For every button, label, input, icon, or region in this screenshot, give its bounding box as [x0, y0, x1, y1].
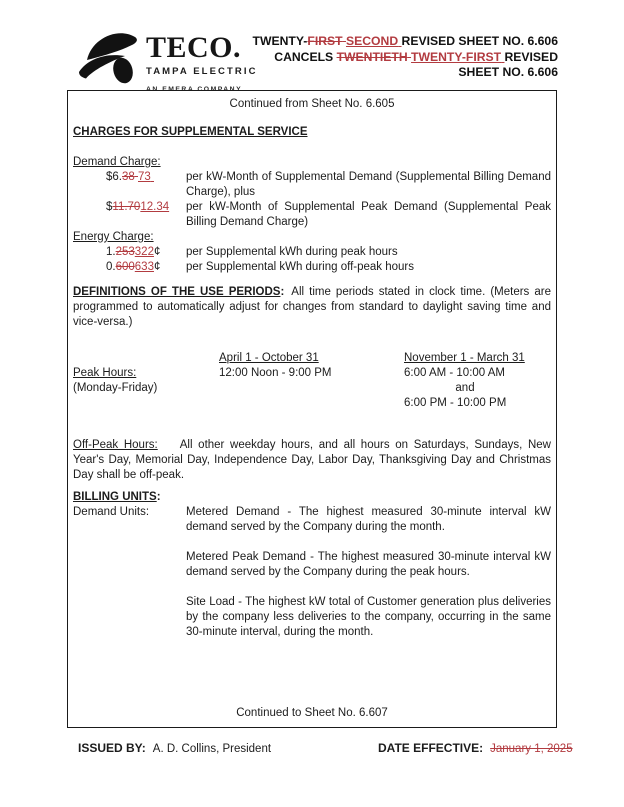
energy-charge-description-2: per Supplemental kWh during off-peak hours [186, 261, 415, 273]
sheet-number-line-3: SHEET NO. 6.606 [458, 65, 558, 79]
indent-spacer [73, 170, 106, 200]
issued-by-block [78, 741, 271, 757]
energy-charge-heading: Energy Charge: [73, 231, 154, 243]
inserted-rate: 322 [134, 246, 154, 258]
deleted-rate: 253 [115, 246, 135, 258]
off-peak-hours-body: All other weekday hours, and all hours on Saturdays, Sundays, New Year's Day, Memorial Day, Independence Day, Labor Day, Thanksgiving Day and Christmas Day shall be off-peak. [73, 439, 551, 481]
brand-name: TECO. [146, 31, 242, 64]
metered-demand-paragraph: Metered Demand - The highest measured 30-minute interval kW demand served by the Company during the month. [186, 506, 551, 533]
cancels-deleted-text: TWENTIETH [336, 49, 408, 64]
weekday-note-row [73, 381, 551, 396]
weekday-note: (Monday-Friday) [73, 382, 158, 394]
summer-period-header: April 1 - October 31 [219, 352, 319, 364]
metered-peak-demand-paragraph: Metered Peak Demand - The highest measured 30-minute interval kW demand served by the Company during the peak hours. [186, 551, 551, 578]
sheet-number-line-2 [228, 50, 558, 66]
energy-charge-value-1: 1.253322¢ [106, 246, 161, 258]
cancels-prefix: CANCELS [274, 49, 337, 64]
indent-spacer [73, 260, 106, 275]
demand-charge-row-2 [73, 200, 551, 230]
billing-units-heading: BILLING UNITS: [73, 491, 161, 503]
use-periods-header-row [73, 351, 551, 366]
date-effective-block [378, 741, 573, 757]
revision-suffix: REVISED SHEET NO. 6.606 [401, 34, 558, 48]
sheet-body [67, 90, 557, 728]
indent-spacer [73, 200, 106, 230]
demand-charge-value-2: $11.7012.34 [106, 201, 170, 213]
teco-logo-icon [78, 26, 142, 86]
winter-peak-hours-2: 6:00 PM - 10:00 PM [404, 397, 507, 409]
issued-by-value: A. D. Collins, President [152, 743, 272, 755]
deleted-rate: 38 [122, 171, 135, 183]
brand-company-line: AN EMERA COMPANY [146, 86, 243, 93]
demand-units-row [73, 505, 551, 535]
issued-by-label: ISSUED BY: [78, 741, 146, 755]
definitions-body: All time periods stated in clock time. (Meters are programmed to automatically adjust for changes from standard to daylight saving time and vice-versa.) [73, 286, 551, 328]
demand-charge-heading: Demand Charge: [73, 156, 161, 168]
sheet-number-line-1 [228, 34, 558, 50]
deleted-rate: 11.70 [112, 201, 141, 213]
use-periods-table [73, 351, 551, 411]
date-effective-value-deleted: January 1, 2025 [490, 743, 573, 755]
continued-to-note: Continued to Sheet No. 6.607 [236, 707, 388, 719]
continued-from-note: Continued from Sheet No. 6.605 [229, 98, 395, 110]
energy-charge-description-1: per Supplemental kWh during peak hours [186, 246, 398, 258]
off-peak-hours-paragraph [73, 438, 551, 483]
definitions-paragraph: DEFINITIONS OF THE USE PERIODS: All time periods stated in clock time. (Meters are programmed to automatically adjust for changes from standard to daylight saving time and vice-versa.) [73, 286, 551, 328]
inserted-rate: 73 [138, 171, 151, 183]
demand-charge-description-2: per kW-Month of Supplemental Peak Demand (Supplemental Peak Billing Demand Charge) [186, 201, 551, 228]
cancels-inserted-text: TWENTY-FIRST [411, 49, 502, 64]
revision-inserted-text: SECOND [345, 34, 399, 48]
winter-peak-hours-1: 6:00 AM - 10:00 AM [404, 367, 506, 379]
demand-charge-value-1: $6.38 73 [106, 170, 186, 200]
revision-prefix: TWENTY- [252, 34, 308, 48]
deleted-rate: 600 [115, 261, 135, 273]
site-load-paragraph: Site Load - The highest kW total of Customer generation plus deliveries by the company less deliveries to the company, occurring in the same 30-minute interval, during the month. [186, 596, 551, 638]
winter-evening-row [73, 396, 551, 411]
indent-spacer [73, 245, 106, 260]
energy-charge-value-2: 0.600633¢ [106, 261, 161, 273]
brand-subtitle: TAMPA ELECTRIC [146, 66, 258, 77]
peak-hours-row [73, 366, 551, 381]
off-peak-hours-label: Off-Peak Hours: [73, 439, 158, 451]
winter-period-header: November 1 - March 31 [404, 352, 525, 364]
summer-peak-hours: 12:00 Noon - 9:00 PM [219, 367, 332, 379]
inserted-rate: 633 [134, 261, 154, 273]
sheet-footer [0, 741, 624, 757]
energy-charge-row-2 [73, 260, 551, 275]
revision-deleted-text: FIRST [307, 34, 343, 48]
date-effective-label: DATE EFFECTIVE: [378, 741, 484, 755]
demand-charge-description-1: per kW-Month of Supplemental Demand (Supplemental Billing Demand Charge), plus [186, 171, 551, 198]
winter-peak-hours-and: and [455, 382, 475, 394]
definitions-heading: DEFINITIONS OF THE USE PERIODS [73, 286, 281, 298]
demand-units-label: Demand Units: [73, 506, 150, 518]
peak-hours-label: Peak Hours: [73, 367, 137, 379]
cancels-suffix: REVISED [504, 49, 558, 64]
section-title-charges: CHARGES FOR SUPPLEMENTAL SERVICE [73, 126, 308, 138]
energy-charge-row-1 [73, 245, 551, 260]
sheet-number-block [228, 34, 558, 81]
inserted-rate: 12.34 [140, 201, 170, 213]
demand-charge-row-1 [73, 170, 551, 200]
